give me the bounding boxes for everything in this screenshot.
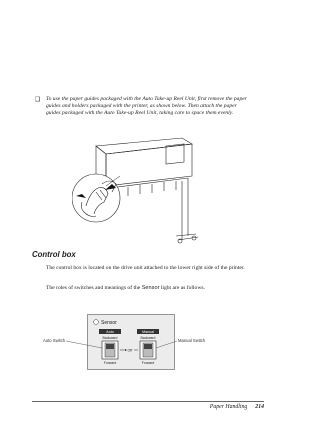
- control-box-diagram: [87, 314, 175, 370]
- section-heading: Control box: [32, 250, 76, 259]
- off-label: Off: [127, 348, 133, 353]
- note-text: To use the paper guides packaged with the Auto Take-up Reel Unit, first remove the paper guides and holders packaged with the printer, as shown below. Then attach the paper guides packaged with the Auto Take-up Reel Unit, taking care to space them evenly.: [46, 96, 247, 117]
- printer-paper-guides-illustration: [72, 136, 204, 248]
- auto-tab-label: Auto: [106, 330, 114, 334]
- manual-switch-callout: Manual Switch: [178, 338, 206, 343]
- off-dot-icon: [125, 349, 127, 351]
- sensor-term: Sensor: [141, 285, 160, 291]
- control-box-location-text: The control box is located on the drive unit attached to the lower right side of the printer.: [46, 265, 245, 271]
- footer-section-name: Paper Handling: [209, 404, 248, 410]
- checkbox-bullet-icon: ❑: [35, 96, 41, 103]
- sensor-light-icon: [94, 320, 99, 325]
- sensor-label: Sensor: [101, 320, 117, 326]
- footer-divider: [32, 401, 264, 402]
- auto-backward-label: Backward: [102, 336, 118, 340]
- manual-switch[interactable]: [140, 341, 156, 359]
- paper-guides-note: [35, 96, 251, 118]
- manual-backward-label: Backward: [140, 336, 156, 340]
- control-box-roles-text: The roles of switches and meanings of the Sensor light are as follows.: [46, 285, 205, 291]
- auto-switch-callout: Auto Switch: [43, 338, 66, 343]
- page-number: 214: [255, 404, 264, 410]
- page-footer: [150, 404, 264, 410]
- auto-forward-label: Forward: [103, 361, 117, 365]
- manual-tab-label: Manual: [142, 330, 154, 334]
- manual-forward-label: Forward: [141, 361, 155, 365]
- auto-switch[interactable]: [102, 341, 118, 359]
